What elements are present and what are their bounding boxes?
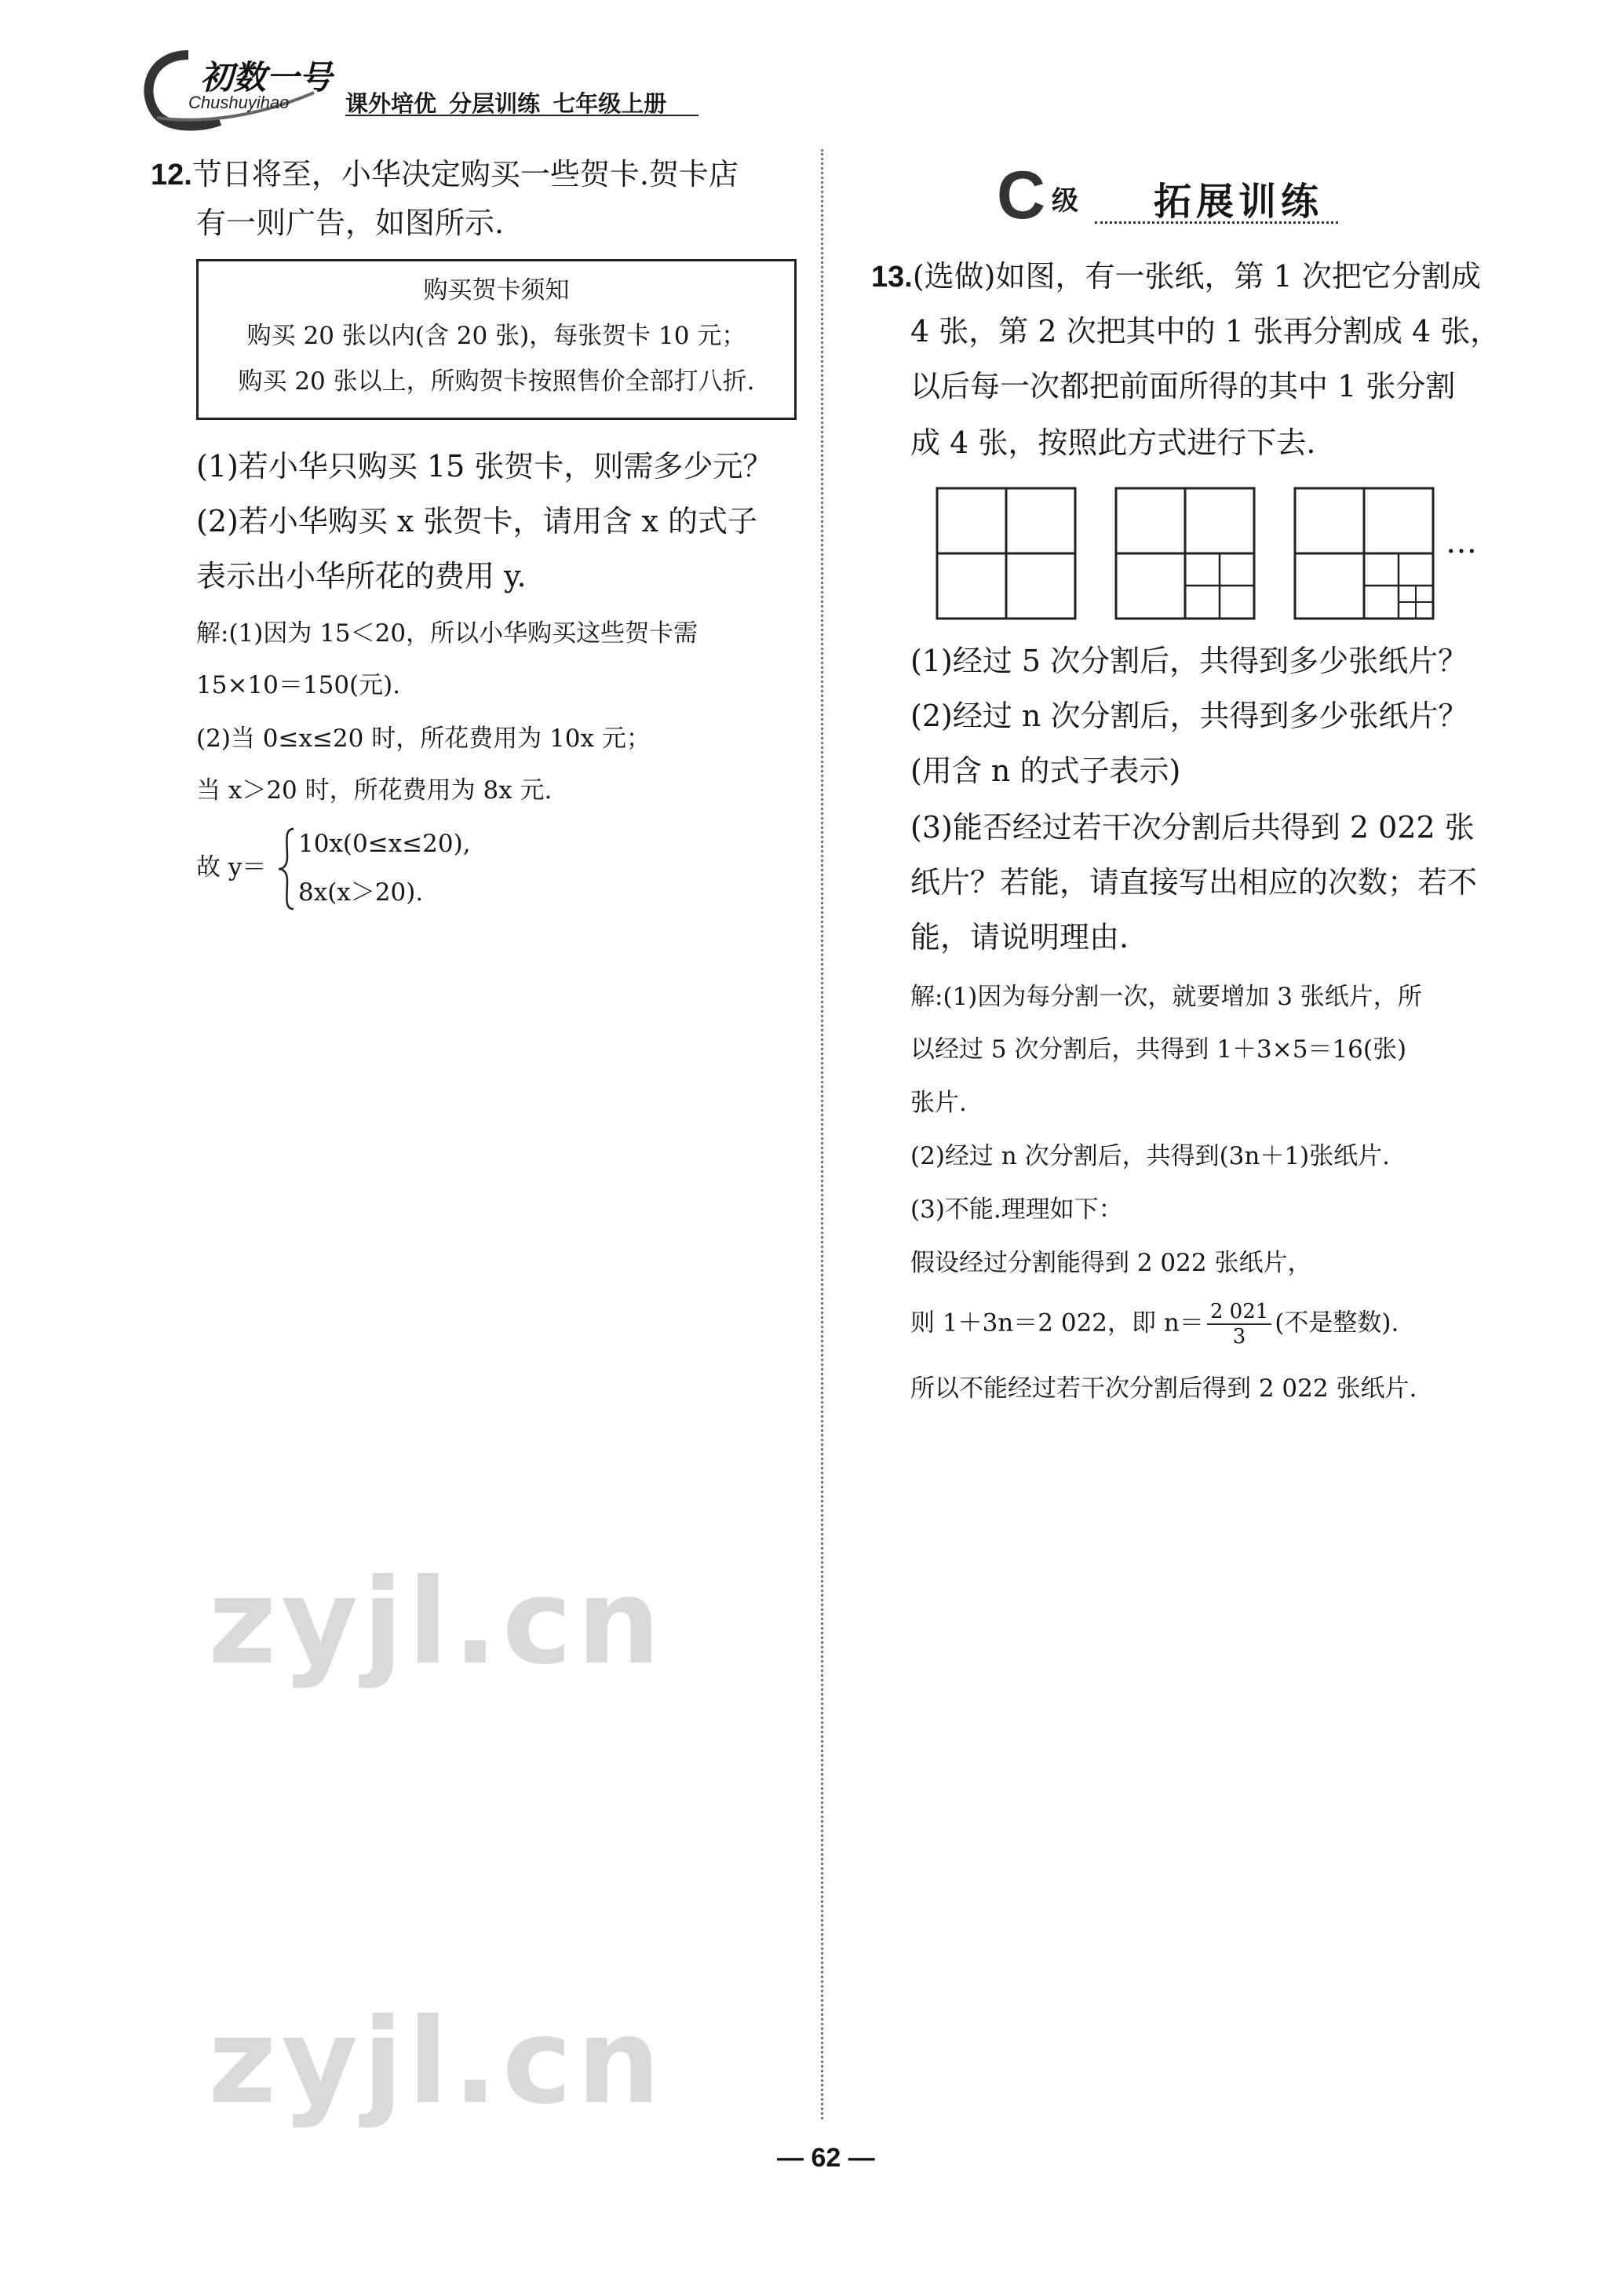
q12-part2-line2: 表示出小华所花的费用 y. bbox=[196, 559, 527, 593]
watermark: zyjl.cn bbox=[208, 1554, 666, 1691]
paper-figure-3 bbox=[1293, 487, 1435, 620]
q12-part1: (1)若小华只购买 15 张贺卡，则需多少元？ bbox=[196, 449, 773, 484]
notice-line2: 购买 20 张以上，所购贺卡按照售价全部打八折. bbox=[238, 367, 755, 396]
q12-number: 12. bbox=[151, 159, 192, 192]
series-title: 课外培优 分层训练 七年级上册 bbox=[345, 90, 667, 117]
watermark: zyjl.cn bbox=[208, 1994, 666, 2130]
column-divider bbox=[821, 149, 823, 2119]
q12-case1: 10x(0≤x≤20), bbox=[298, 830, 471, 858]
q13-solution-line8: 所以不能经过若干次分割后得到 2 022 张纸片. bbox=[910, 1374, 1417, 1403]
q13-solution-line5: (3)不能.理理如下： bbox=[910, 1195, 1123, 1224]
q13-stem-line4: 成 4 张，按照此方式进行下去. bbox=[910, 425, 1316, 460]
q13-part3-line1: (3)能否经过若干次分割后共得到 2 022 张 bbox=[910, 810, 1475, 845]
notice-title: 购买贺卡须知 bbox=[423, 276, 570, 305]
q13-solution-line2: 以经过 5 次分割后，共得到 1＋3×5＝16(张) bbox=[910, 1035, 1407, 1064]
q12-solution-prefix: 故 y＝ bbox=[196, 853, 267, 882]
section-title: 拓展训练 bbox=[1154, 180, 1324, 224]
q13-part3-line2: 纸片？若能，请直接写出相应的次数；若不 bbox=[910, 865, 1478, 900]
notice-line1: 购买 20 张以内(含 20 张)，每张贺卡 10 元； bbox=[246, 322, 746, 350]
q13-part1: (1)经过 5 次分割后，共得到多少张纸片？ bbox=[910, 644, 1468, 678]
q12-solution-line3: (2)当 0≤x≤20 时，所花费用为 10x 元； bbox=[196, 725, 651, 753]
paper-figure-2 bbox=[1114, 487, 1256, 620]
q13-part2b: (用含 n 的式子表示) bbox=[910, 754, 1181, 788]
figure-ellipsis: … bbox=[1446, 524, 1477, 560]
header-rule bbox=[345, 115, 698, 116]
q12-solution-line2: 15×10＝150(元). bbox=[196, 671, 401, 699]
q12-part2-line1: (2)若小华购买 x 张贺卡，请用含 x 的式子 bbox=[196, 504, 758, 538]
q12-case2: 8x(x＞20). bbox=[298, 878, 424, 907]
brace-icon bbox=[276, 826, 297, 912]
q12-solution-line4: 当 x＞20 时，所花费用为 8x 元. bbox=[196, 776, 553, 805]
section-rule bbox=[1095, 221, 1338, 224]
q13-solution-line6: 假设经过分割能得到 2 022 张纸片， bbox=[910, 1249, 1312, 1277]
brand-pinyin: Chushuyihao bbox=[188, 93, 290, 112]
q13-solution-line4: (2)经过 n 次分割后，共得到(3n＋1)张纸片. bbox=[910, 1142, 1391, 1170]
card-notice-box bbox=[196, 259, 797, 420]
q13-stem-line2: 4 张，第 2 次把其中的 1 张再分割成 4 张， bbox=[910, 314, 1501, 349]
q13-stem-line1: 13.(选做)如图，有一张纸，第 1 次把它分割成 bbox=[871, 259, 1481, 294]
page-number: — 62 — bbox=[777, 2143, 875, 2173]
q13-number: 13. bbox=[871, 261, 913, 294]
section-level-label: 级 bbox=[1052, 185, 1078, 217]
q13-solution-line3: 张片. bbox=[910, 1089, 967, 1117]
q13-solution-line1: 解:(1)因为每分割一次，就要增加 3 张纸片，所 bbox=[910, 983, 1422, 1011]
q13-part3-line3: 能，请说明理由. bbox=[910, 920, 1129, 955]
q12-solution-line1: 解:(1)因为 15＜20，所以小华购买这些贺卡需 bbox=[196, 619, 698, 648]
q12-stem-line2: 有一则广告，如图所示. bbox=[196, 206, 505, 240]
q13-solution-line7: 则 1＋3n＝2 022，即 n＝ $\frac{2 021}{3}$ (不是整数). bbox=[910, 1300, 1399, 1349]
q12-stem-line1: 12.节日将至，小华决定购买一些贺卡.贺卡店 bbox=[151, 157, 739, 192]
q13-stem-line3: 以后每一次都把前面所得的其中 1 张分割 bbox=[910, 369, 1456, 403]
q13-part2: (2)经过 n 次分割后，共得到多少张纸片？ bbox=[910, 699, 1468, 733]
fraction: $\frac{2 021}{3}$ bbox=[1207, 1300, 1271, 1349]
paper-figure-1 bbox=[936, 487, 1077, 620]
brand-name: 初数一号 bbox=[200, 58, 333, 97]
section-level-letter: C bbox=[997, 158, 1046, 233]
